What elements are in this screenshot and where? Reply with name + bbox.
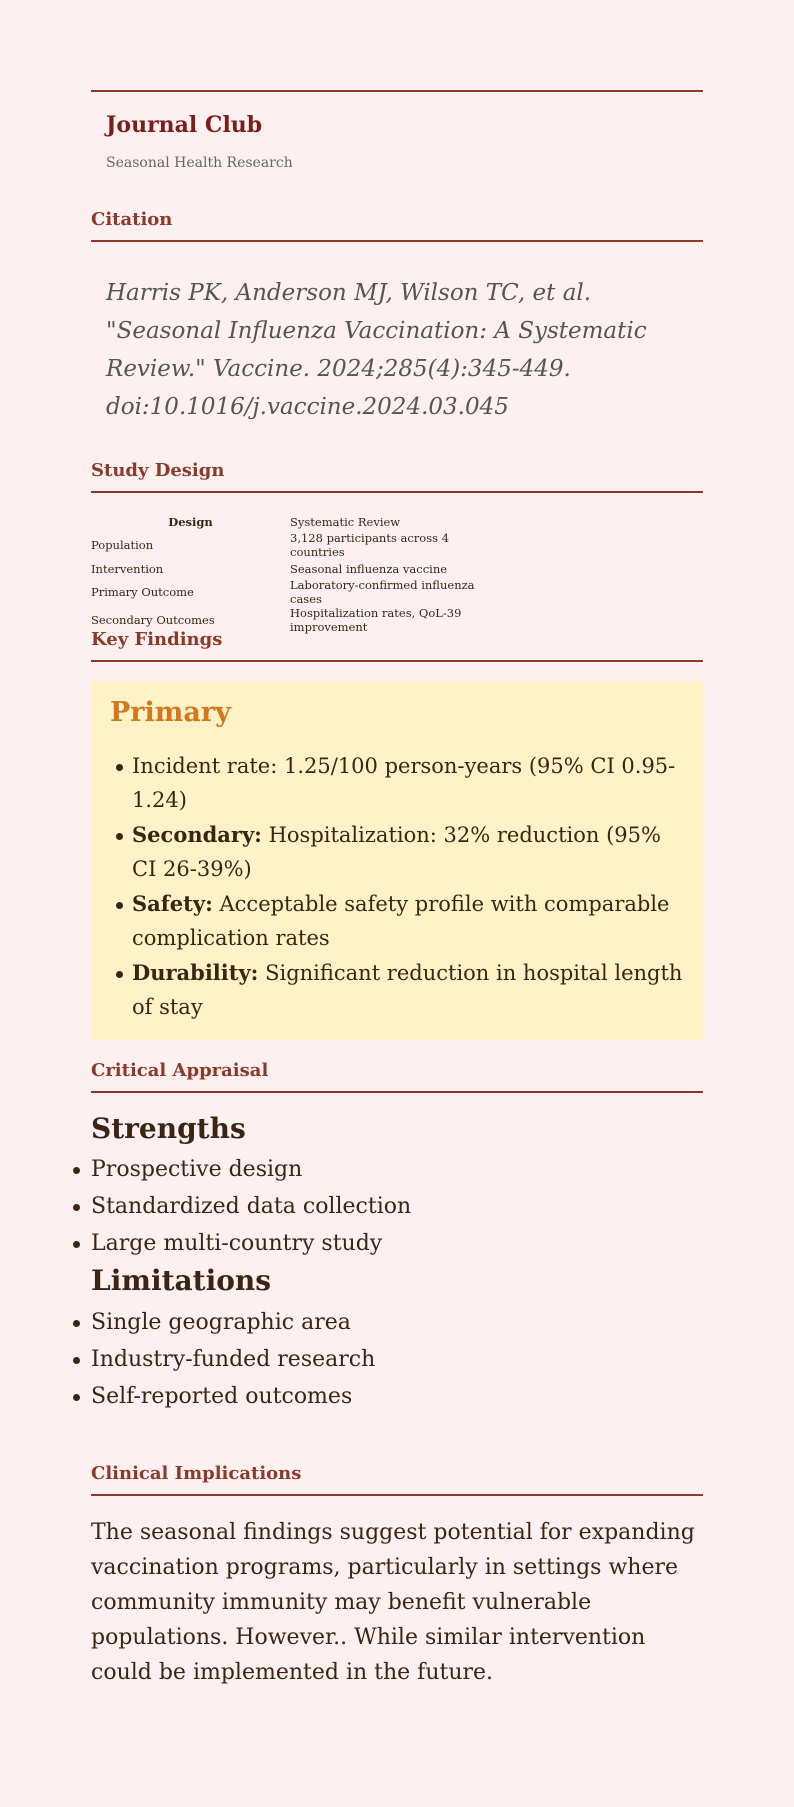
key-findings-heading: Key Findings (91, 629, 703, 662)
finding-label: Durability: (132, 960, 259, 985)
list-item: Large multi-country study (91, 1225, 411, 1262)
design-label: Design (168, 514, 213, 529)
row-value: 3,128 participants across 4 countries (290, 531, 450, 559)
strengths-heading: Strengths (91, 1112, 246, 1145)
finding-text: Incident rate: 1.25/100 person-years (95% CI 0.95-1.24) (132, 754, 676, 812)
list-item (132, 749, 687, 817)
finding-label: Safety: (132, 891, 213, 916)
findings-box-title: Primary (110, 697, 231, 728)
list-item: Industry-funded research (91, 1341, 375, 1378)
clinical-implications-heading: Clinical Implications (91, 1463, 703, 1496)
findings-box (91, 681, 703, 1040)
table-header-row (91, 512, 489, 531)
list-item: Prospective design (91, 1151, 411, 1188)
critical-appraisal-heading: Critical Appraisal (91, 1060, 703, 1093)
finding-text: Hospitalization: 32% reduction (95% CI 26-39%) (132, 823, 661, 881)
list-item (132, 956, 687, 1024)
findings-list (131, 749, 687, 1025)
table-row (91, 559, 489, 578)
list-item (132, 887, 687, 955)
table-row (91, 578, 489, 606)
limitations-list (91, 1304, 375, 1415)
citation-text: Harris PK, Anderson MJ, Wilson TC, et al. "Seasonal Influenza Vaccination: A Systematic Review." Vaccine. 2024;285(4):345-449. doi:10.1016/j.vaccine.2024.03.045 (106, 280, 647, 420)
list-item: Self-reported outcomes (91, 1378, 375, 1415)
page-subtitle: Seasonal Health Research (106, 155, 293, 171)
finding-label: Secondary: (132, 822, 262, 847)
citation-heading: Citation (91, 209, 703, 242)
row-label: Population (91, 538, 154, 552)
strengths-list (91, 1151, 411, 1262)
page-title: Journal Club (106, 112, 263, 138)
design-value: Systematic Review (290, 514, 401, 529)
list-item: Standardized data collection (91, 1188, 411, 1225)
top-divider (91, 90, 703, 92)
study-design-table (91, 512, 489, 634)
row-label: Primary Outcome (91, 585, 194, 599)
row-value: Seasonal influenza vaccine (290, 561, 448, 576)
limitations-heading: Limitations (91, 1264, 272, 1297)
row-value: Hospitalization rates, QoL-39 improvement (290, 606, 462, 634)
row-value: Laboratory-confirmed influenza cases (290, 578, 475, 606)
list-item (132, 818, 687, 886)
study-design-heading: Study Design (91, 460, 703, 493)
table-row (91, 531, 489, 559)
row-label: Secondary Outcomes (91, 613, 215, 627)
finding-text: Significant reduction in hospital length of stay (132, 961, 683, 1019)
finding-text: Acceptable safety profile with comparable complication rates (132, 892, 670, 950)
row-label: Intervention (91, 561, 164, 576)
list-item: Single geographic area (91, 1304, 375, 1341)
clinical-implications-text: The seasonal findings suggest potential for expanding vaccination programs, particularly in settings where community immunity may benefit vulnerable populations. However.. While similar intervention could be implemented in the future. (91, 1520, 695, 1685)
